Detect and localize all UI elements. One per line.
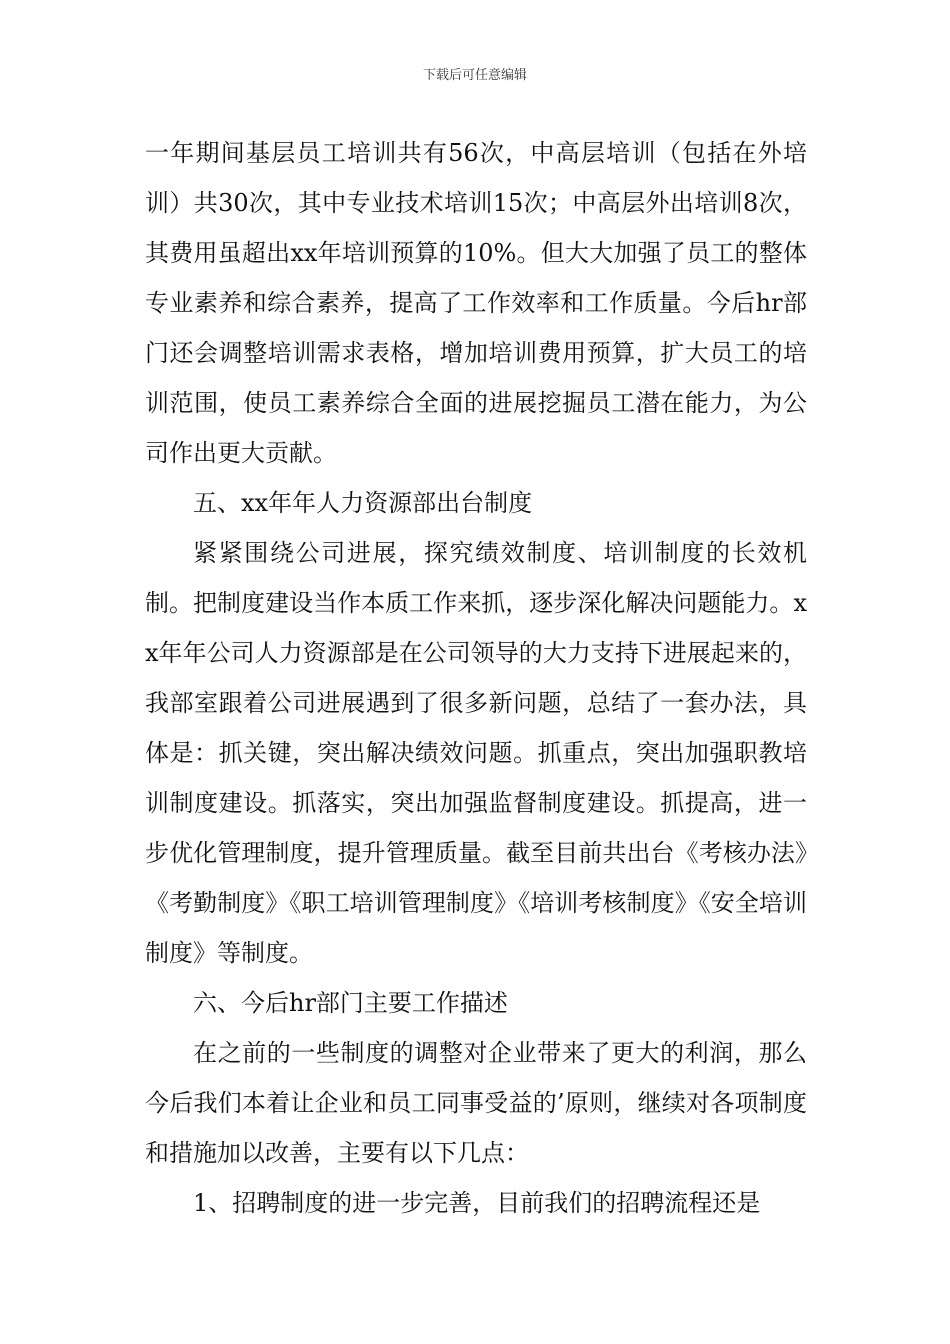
page-header: 下载后可任意编辑 [422, 68, 527, 83]
section-heading-six: 六、今后hr部门主要工作描述 [193, 989, 508, 1017]
list-item-recruitment: 1、招聘制度的进一步完善，目前我们的招聘流程还是 [193, 1189, 761, 1217]
paragraph-systems: 紧紧围绕公司进展，探究绩效制度、培训制度的长效机制。把制度建设当作本质工作来抓，逐步深化解决问题能力。xx年年公司人力资源部是在公司领导的大力支持下进展起来的，我部室跟着公司进展遇到了很多新问题，总结了一套办法，具体是：抓关键，突出解决绩效问题。抓重点，突出加强职教培训制度建设。抓落实，突出加强监督制度建设。抓提高，进一步优化管理制度，提升管理质量。截至目前共出台《考核办法》《考勤制度》《职工培训管理制度》《培训考核制度》《安全培训制度》等制度。 [145, 539, 807, 967]
paragraph-training-summary: 一年期间基层员工培训共有56次，中高层培训（包括在外培训）共30次，其中专业技术培训15次；中高层外出培训8次，其费用虽超出xx年培训预算的10%。但大大加强了员工的整体专业素养和综合素养，提高了工作效率和工作质量。今后hr部门还会调整培训需求表格，增加培训费用预算，扩大员工的培训范围，使员工素养综合全面的进展挖掘员工潜在能力，为公司作出更大贡献。 [145, 139, 807, 467]
section-heading-five: 五、xx年年人力资源部出台制度 [193, 489, 533, 517]
paragraph-future-plans: 在之前的一些制度的调整对企业带来了更大的利润，那么今后我们本着让企业和员工同事受益的’原则，继续对各项制度和措施加以改善，主要有以下几点： [145, 1039, 807, 1167]
document-body [145, 128, 807, 1228]
